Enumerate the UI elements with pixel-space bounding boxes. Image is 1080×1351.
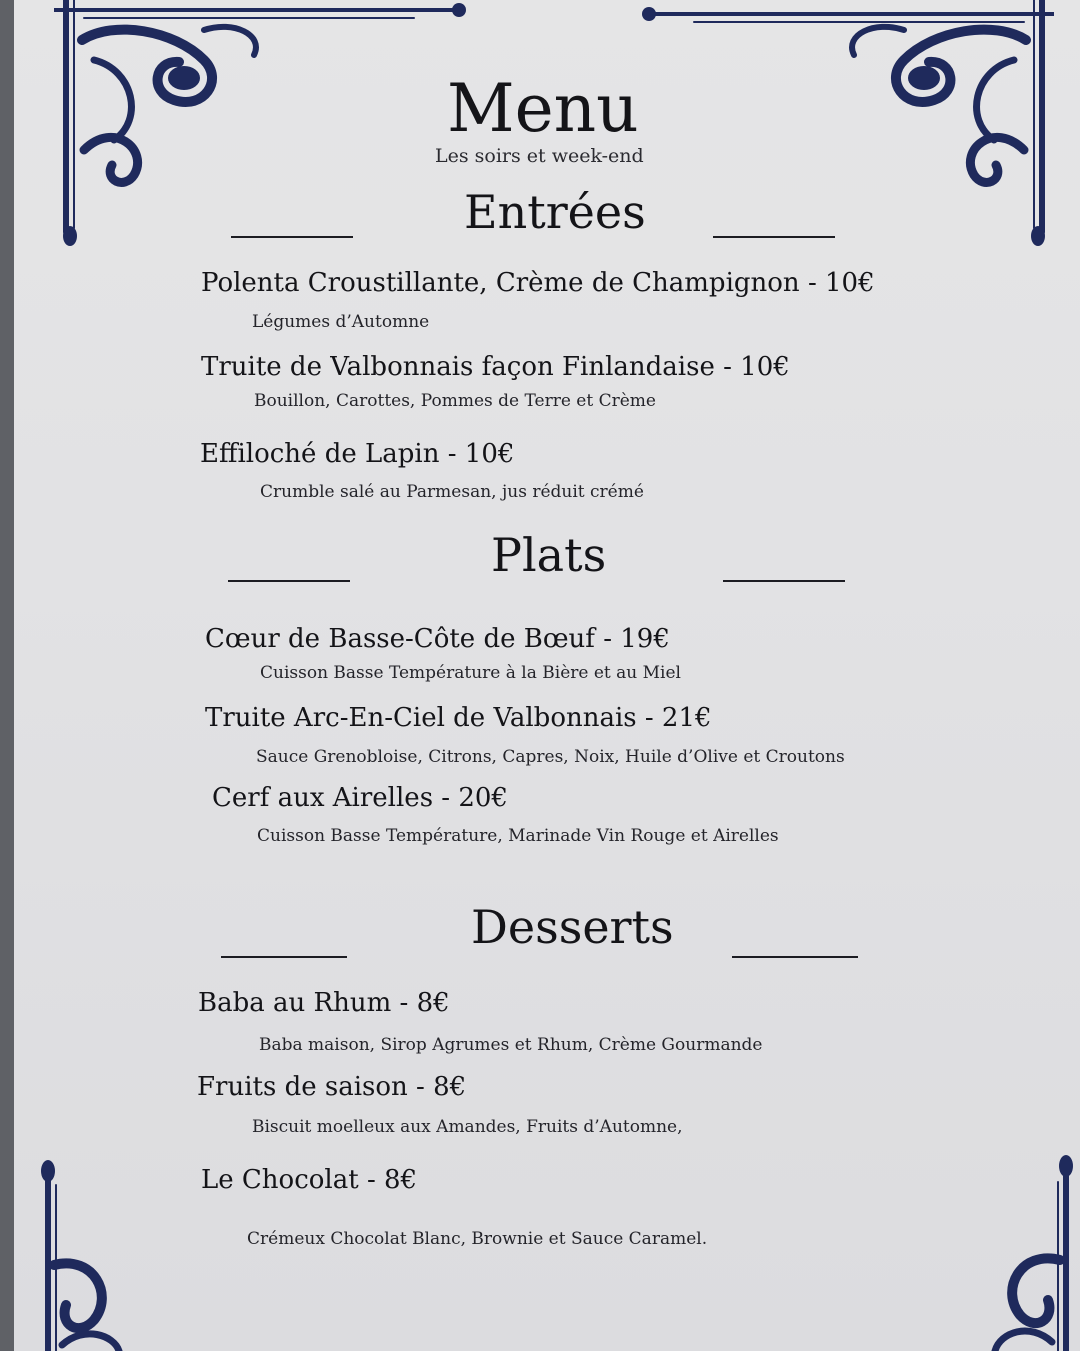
corner-flourish-bottom-left xyxy=(34,1155,154,1351)
section-title-desserts: Desserts xyxy=(471,900,674,954)
dish-name: Truite Arc-En-Ciel de Valbonnais - 21€ xyxy=(205,703,712,733)
dish-description: Légumes d’Automne xyxy=(252,312,430,332)
dish-description: Crumble salé au Parmesan, jus réduit crémé xyxy=(260,482,644,502)
dish-name: Fruits de saison - 8€ xyxy=(197,1072,467,1102)
dish-name: Effiloché de Lapin - 10€ xyxy=(200,439,515,469)
section-rule-left xyxy=(221,956,347,958)
corner-flourish-top-right xyxy=(634,0,1054,260)
section-rule-right xyxy=(732,956,858,958)
dish-description: Cuisson Basse Température à la Bière et au Miel xyxy=(260,663,681,683)
dish-description: Bouillon, Carottes, Pommes de Terre et Crème xyxy=(254,391,656,411)
dish-description: Sauce Grenobloise, Citrons, Capres, Noix, Huile d’Olive et Croutons xyxy=(256,747,845,767)
dish-name: Polenta Croustillante, Crème de Champignon - 10€ xyxy=(201,268,875,298)
dish-description: Crémeux Chocolat Blanc, Brownie et Sauce Caramel. xyxy=(247,1229,708,1249)
dish-name: Baba au Rhum - 8€ xyxy=(198,988,450,1018)
dish-description: Biscuit moelleux aux Amandes, Fruits d’Automne, xyxy=(252,1117,683,1137)
section-rule-left xyxy=(231,236,353,238)
dish-name: Cerf aux Airelles - 20€ xyxy=(212,783,508,813)
section-rule-right xyxy=(713,236,835,238)
corner-flourish-bottom-right xyxy=(960,1150,1080,1351)
section-title-plats: Plats xyxy=(491,528,607,582)
dish-name: Cœur de Basse-Côte de Bœuf - 19€ xyxy=(205,624,670,654)
section-title-entrees: Entrées xyxy=(464,185,646,239)
menu-page xyxy=(14,0,1080,1351)
section-rule-right xyxy=(723,580,845,582)
menu-subtitle: Les soirs et week-end xyxy=(435,145,644,167)
dish-description: Baba maison, Sirop Agrumes et Rhum, Crème Gourmande xyxy=(259,1035,763,1055)
dish-description: Cuisson Basse Température, Marinade Vin Rouge et Airelles xyxy=(257,826,779,846)
menu-title: Menu xyxy=(447,70,639,147)
dish-name: Truite de Valbonnais façon Finlandaise - 10€ xyxy=(201,352,790,382)
corner-flourish-top-left xyxy=(54,0,474,260)
dish-name: Le Chocolat - 8€ xyxy=(201,1165,418,1195)
section-rule-left xyxy=(228,580,350,582)
